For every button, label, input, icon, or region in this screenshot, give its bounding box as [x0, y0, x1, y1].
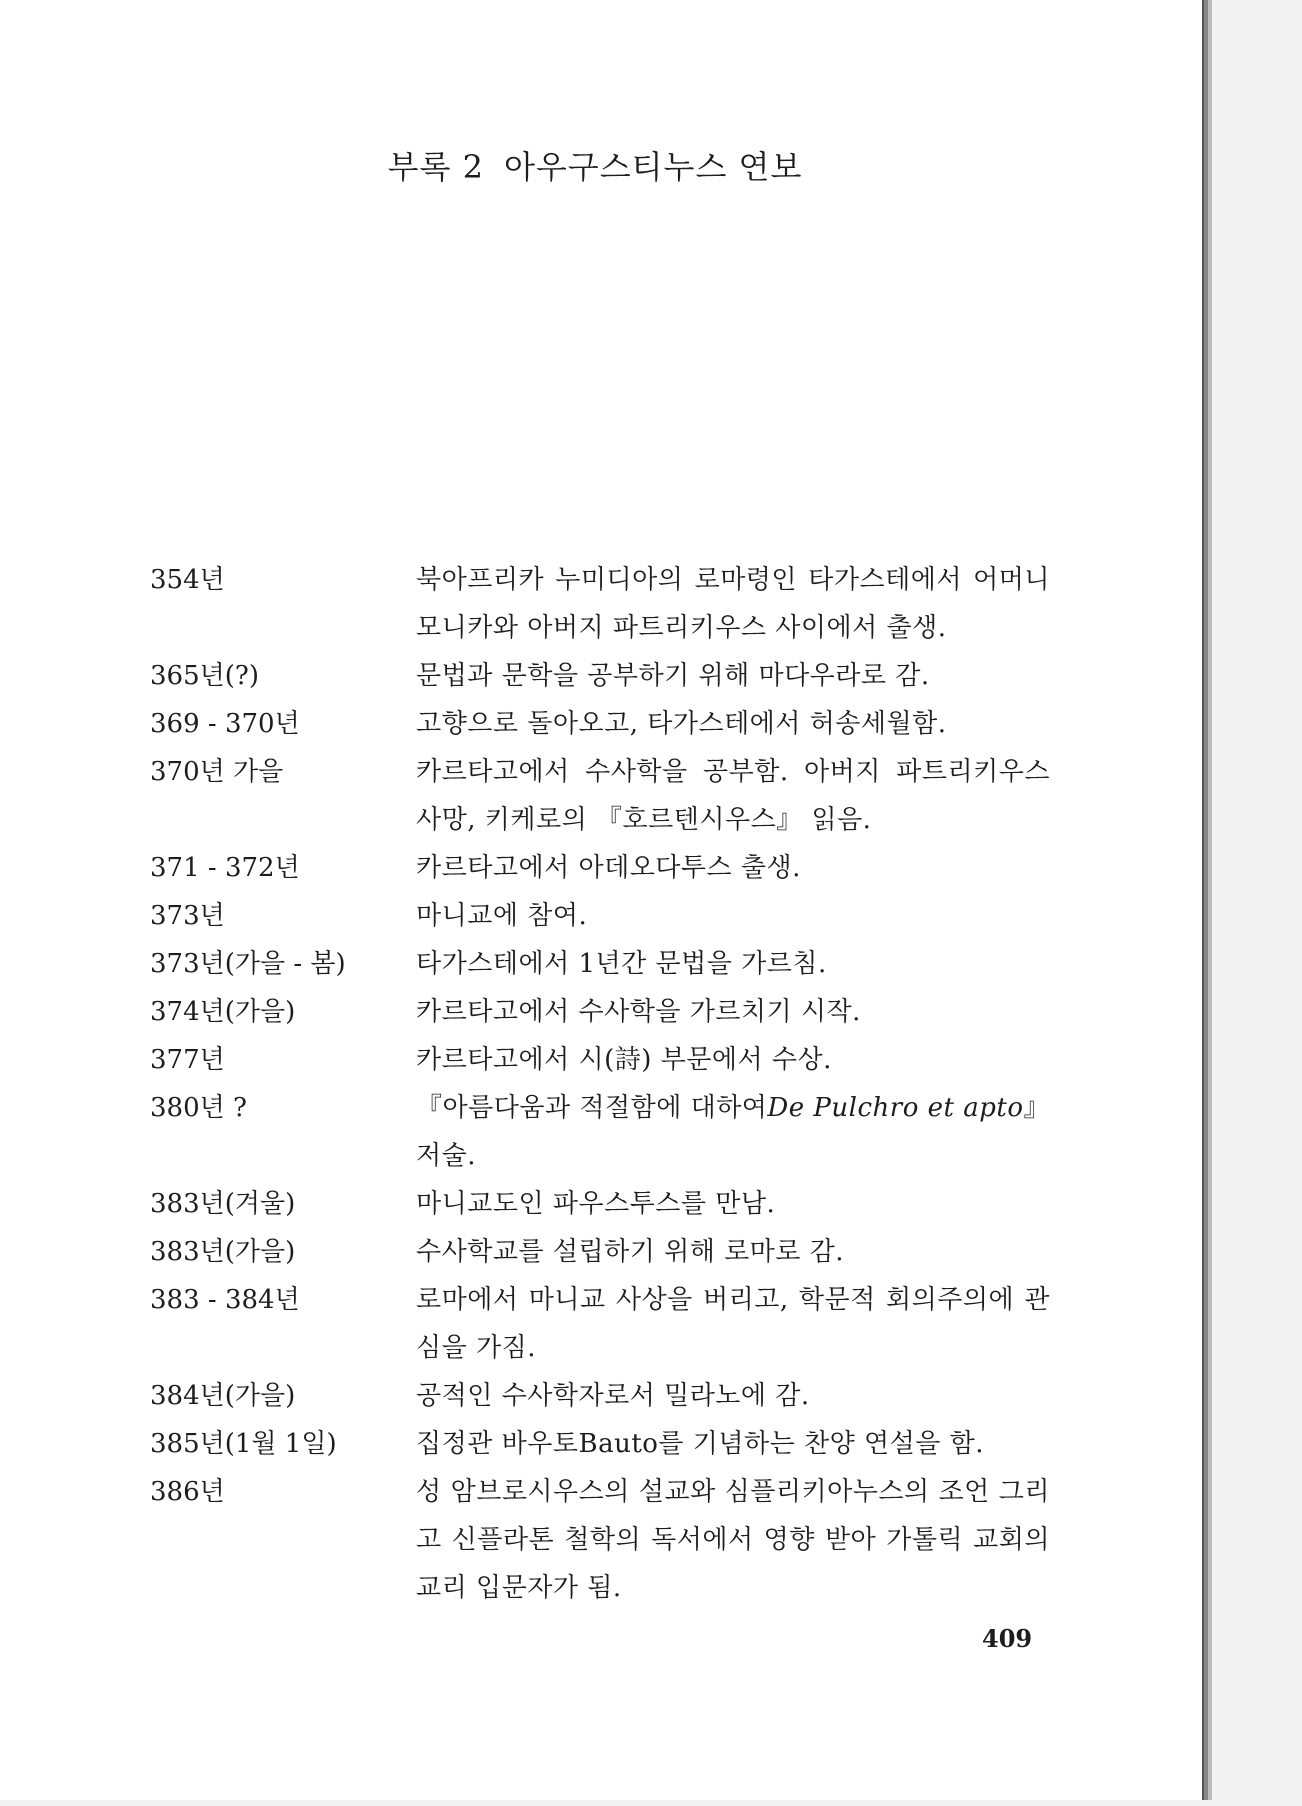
chronology-entry	[150, 844, 1050, 892]
entry-date: 369 - 370년	[150, 709, 300, 739]
entry-date: 383년(겨울)	[150, 1189, 296, 1219]
entry-date: 383 - 384년	[150, 1285, 300, 1315]
entry-date: 371 - 372년	[150, 853, 300, 883]
chronology-entry	[150, 700, 1050, 748]
entry-text	[416, 1084, 1050, 1180]
chronology-list	[150, 556, 1050, 1612]
entry-text: 타가스테에서 1년간 문법을 가르침.	[416, 949, 827, 979]
entry-text: 카르타고에서 시(詩) 부문에서 수상.	[416, 1045, 832, 1075]
chronology-entry	[150, 1036, 1050, 1084]
entry-date: 377년	[150, 1045, 225, 1075]
entry-text: 고향으로 돌아오고, 타가스테에서 허송세월함.	[416, 709, 947, 739]
entry-text: 집정관 바우토Bauto를 기념하는 찬양 연설을 함.	[416, 1429, 985, 1459]
entry-text: 카르타고에서 수사학을 가르치기 시작.	[416, 997, 861, 1027]
entry-date: 373년	[150, 901, 225, 931]
chronology-entry	[150, 1468, 1050, 1612]
entry-text: 카르타고에서 수사학을 공부함. 아버지 파트리키우스 사망, 키케로의 『호르텐시우스』 읽음.	[416, 757, 1050, 835]
entry-text: 수사학교를 설립하기 위해 로마로 감.	[416, 1237, 845, 1267]
appendix-title: 아우구스티누스 연보	[503, 148, 803, 186]
page-number: 409	[982, 1624, 1033, 1653]
entry-date: 386년	[150, 1477, 225, 1507]
chronology-entry	[150, 1420, 1050, 1468]
entry-date: 380년 ?	[150, 1093, 247, 1123]
entry-text: 로마에서 마니교 사상을 버리고, 학문적 회의주의에 관심을 가짐.	[416, 1285, 1050, 1363]
entry-text: 공적인 수사학자로서 밀라노에 감.	[416, 1381, 810, 1411]
entry-date: 374년(가을)	[150, 997, 296, 1027]
chronology-entry	[150, 1228, 1050, 1276]
appendix-label: 부록 2	[387, 148, 484, 186]
chronology-entry	[150, 556, 1050, 652]
entry-text: 마니교에 참여.	[416, 901, 588, 931]
chronology-entry	[150, 1084, 1050, 1180]
entry-text-after: 』 저술.	[416, 1093, 1050, 1171]
entry-date: 385년(1월 1일)	[150, 1429, 337, 1459]
entry-text-before: 『아름다움과 적절함에 대하여	[416, 1093, 768, 1123]
entry-date: 370년 가을	[150, 757, 284, 787]
entry-text: 문법과 문학을 공부하기 위해 마다우라로 감.	[416, 661, 930, 691]
entry-date: 373년(가을 - 봄)	[150, 949, 346, 979]
chronology-entry	[150, 988, 1050, 1036]
latin-title: De Pulchro et apto	[767, 1093, 1024, 1123]
chronology-entry	[150, 1180, 1050, 1228]
entry-date: 354년	[150, 565, 225, 595]
entry-date: 365년(?)	[150, 661, 259, 691]
chronology-entry	[150, 748, 1050, 844]
entry-text: 마니교도인 파우스투스를 만남.	[416, 1189, 776, 1219]
entry-text: 북아프리카 누미디아의 로마령인 타가스테에서 어머니 모니카와 아버지 파트리키우스 사이에서 출생.	[416, 565, 1050, 643]
entry-date: 384년(가을)	[150, 1381, 296, 1411]
page-title	[0, 142, 1190, 188]
chronology-entry	[150, 1372, 1050, 1420]
entry-date: 383년(가을)	[150, 1237, 296, 1267]
chronology-entry	[150, 652, 1050, 700]
chronology-entry	[150, 1276, 1050, 1372]
entry-text: 성 암브로시우스의 설교와 심플리키아누스의 조언 그리고 신플라톤 철학의 독서에서 영향 받아 가톨릭 교회의 교리 입문자가 됨.	[416, 1477, 1050, 1603]
entry-text: 카르타고에서 아데오다투스 출생.	[416, 853, 801, 883]
chronology-entry	[150, 940, 1050, 988]
chronology-entry	[150, 892, 1050, 940]
